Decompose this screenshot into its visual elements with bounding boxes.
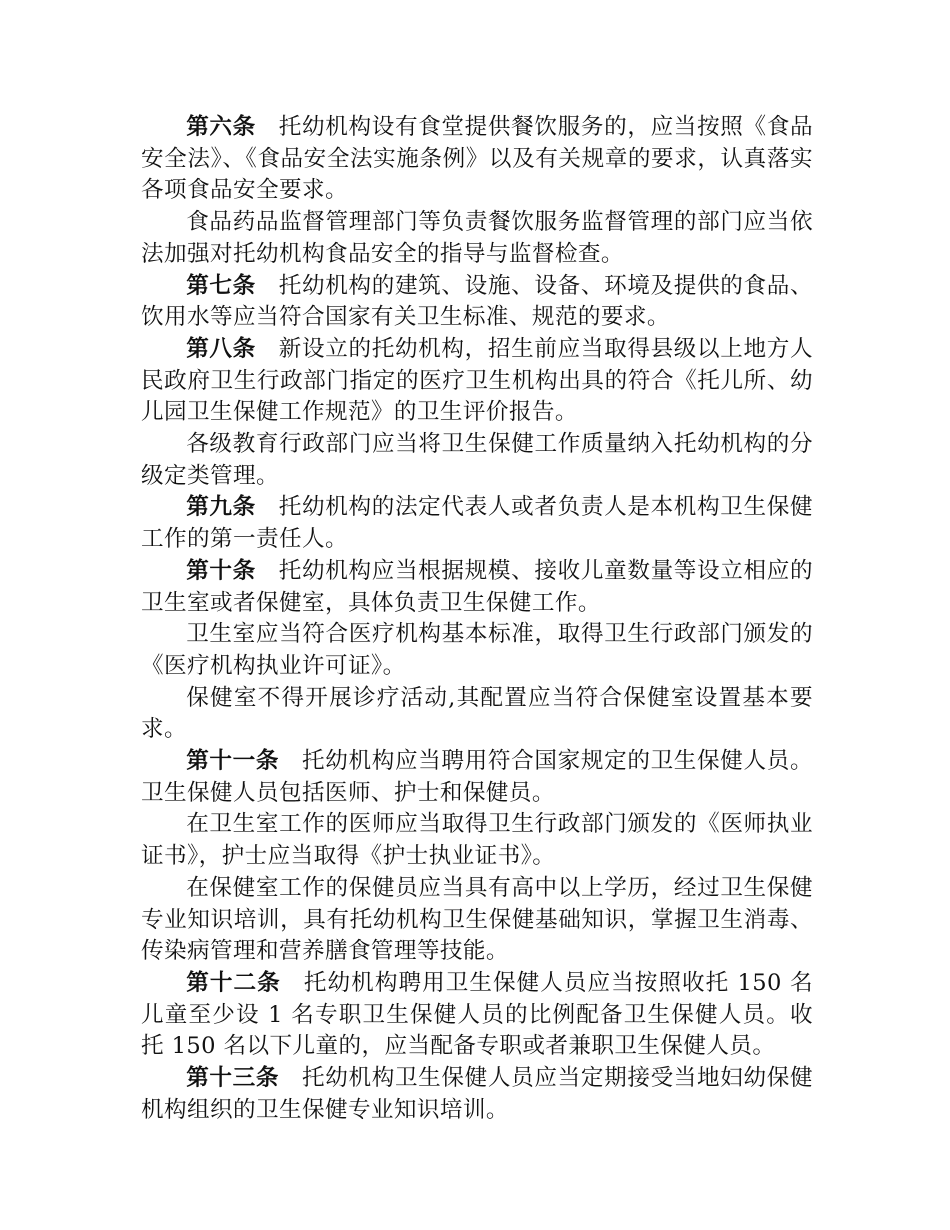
paragraph-article-11-clause-3 [141,873,813,968]
paragraph-text: 托幼机构卫生保健人员应当定期接受当地妇幼保健机构组织的卫生保健专业知识培训。 [141,1065,813,1123]
paragraph-text: 托幼机构的法定代表人或者负责人是本机构卫生保健工作的第一责任人。 [141,494,813,553]
article-number: 第九条 [186,494,256,521]
paragraph-text: 托幼机构设有食堂提供餐饮服务的，应当按照《食品安全法》、《食品安全法实施条例》以及有关规章的要求，认真落实各项食品安全要求。 [141,114,813,204]
article-number: 第十条 [186,557,256,584]
article-number: 第十一条 [186,748,280,775]
paragraph-article-8-clause-2 [141,429,813,492]
paragraph-text: 在卫生室工作的医师应当取得卫生行政部门颁发的《医师执业证书》，护士应当取得《护士执业证书》。 [141,811,813,870]
article-number: 第七条 [186,272,256,299]
paragraph-text: 托幼机构应当聘用符合国家规定的卫生保健人员。卫生保健人员包括医师、护士和保健员。 [141,748,813,806]
paragraph-article-11 [141,746,813,809]
paragraph-article-7 [141,271,813,334]
article-number: 第八条 [186,335,256,362]
paragraph-text: 托幼机构聘用卫生保健人员应当按照收托 150 名儿童至少设 1 名专职卫生保健人员的比例配备卫生保健人员。收托 150 名以下儿童的，应当配备专职或者兼职卫生保健人员。 [141,969,813,1060]
paragraph-article-10-clause-3 [141,683,813,746]
paragraph-article-6 [141,112,813,207]
paragraph-text: 保健室不得开展诊疗活动,其配置应当符合保健室设置基本要求。 [141,684,813,743]
article-number: 第十三条 [186,1065,280,1092]
paragraph-text: 卫生室应当符合医疗机构基本标准，取得卫生行政部门颁发的《医疗机构执业许可证》。 [141,621,813,679]
paragraph-article-10-clause-2 [141,619,813,682]
paragraph-article-11-clause-2 [141,809,813,872]
document-body [141,112,813,1127]
paragraph-text: 新设立的托幼机构，招生前应当取得县级以上地方人民政府卫生行政部门指定的医疗卫生机构出具的符合《托儿所、幼儿园卫生保健工作规范》的卫生评价报告。 [141,335,813,426]
paragraph-text: 各级教育行政部门应当将卫生保健工作质量纳入托幼机构的分级定类管理。 [141,431,813,489]
paragraph-article-9 [141,492,813,555]
paragraph-article-12 [141,968,813,1063]
paragraph-text: 在保健室工作的保健员应当具有高中以上学历，经过卫生保健专业知识培训，具有托幼机构卫生保健基础知识，掌握卫生消毒、传染病管理和营养膳食管理等技能。 [141,874,813,965]
paragraph-article-8 [141,334,813,429]
paragraph-article-6-clause-2 [141,207,813,270]
article-number: 第六条 [186,114,256,140]
paragraph-text: 托幼机构应当根据规模、接收儿童数量等设立相应的卫生室或者保健室，具体负责卫生保健工作。 [141,557,813,616]
paragraph-text: 托幼机构的建筑、设施、设备、环境及提供的食品、饮用水等应当符合国家有关卫生标准、规范的要求。 [141,272,813,331]
paragraph-text: 食品药品监督管理部门等负责餐饮服务监督管理的部门应当依法加强对托幼机构食品安全的指导与监督检查。 [141,209,813,267]
paragraph-article-13 [141,1063,813,1126]
article-number: 第十二条 [186,969,281,996]
paragraph-article-10 [141,556,813,619]
